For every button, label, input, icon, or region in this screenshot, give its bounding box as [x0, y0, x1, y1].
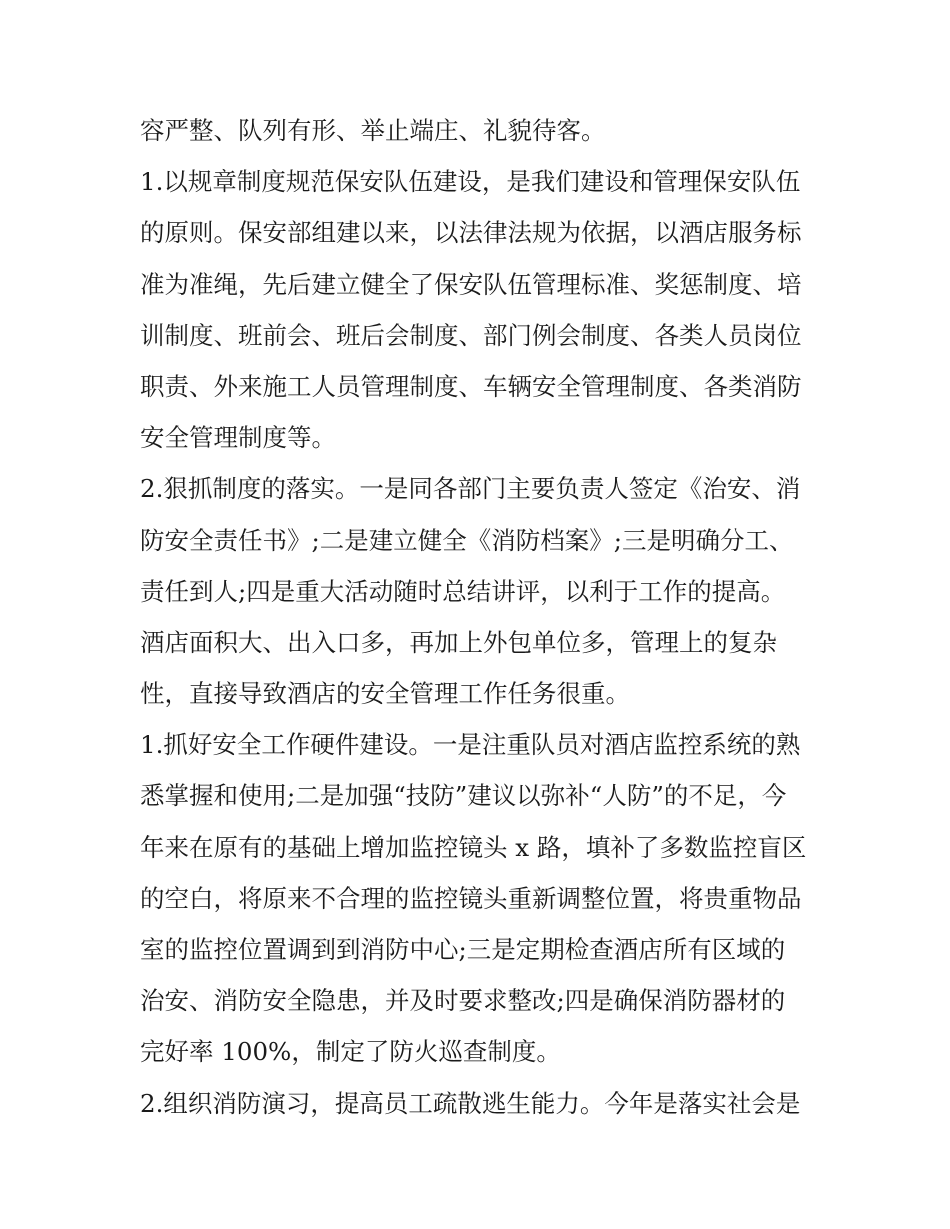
- text-line: 责任到人;四是重大活动随时总结讲评，以利于工作的提高。: [140, 576, 786, 606]
- text-line: 完好率 100%，制定了防火巡查制度。: [140, 1037, 561, 1067]
- text-line: 年来在原有的基础上增加监控镜头 x 路，填补了多数监控盲区: [140, 832, 807, 862]
- text-line: 1.以规章制度规范保安队伍建设，是我们建设和管理保安队伍: [140, 167, 801, 197]
- text-line: 的原则。保安部组建以来，以法律法规为依据，以酒店服务标: [140, 218, 802, 248]
- text-line: 训制度、班前会、班后会制度、部门例会制度、各类人员岗位: [140, 320, 802, 350]
- text-line: 室的监控位置调到到消防中心;三是定期检查酒店所有区域的: [140, 935, 786, 964]
- body-text: [140, 105, 820, 1129]
- text-line: 1.抓好安全工作硬件建设。一是注重队员对酒店监控系统的熟: [140, 730, 801, 760]
- text-line: 职责、外来施工人员管理制度、车辆安全管理制度、各类消防: [140, 371, 802, 401]
- text-line: 容严整、队列有形、举止端庄、礼貌待客。: [140, 116, 606, 145]
- text-line: 防安全责任书》;二是建立健全《消防档案》;三是明确分工、: [140, 525, 794, 555]
- text-line: 准为准绳，先后建立健全了保安队伍管理标准、奖惩制度、培: [140, 269, 802, 299]
- text-line: 2.组织消防演习，提高员工疏散逃生能力。今年是落实社会是: [140, 1088, 801, 1118]
- text-line: 酒店面积大、出入口多，再加上外包单位多，管理上的复杂: [140, 627, 777, 657]
- text-line: 性，直接导致酒店的安全管理工作任务很重。: [140, 679, 630, 709]
- text-line: 治安、消防安全隐患，并及时要求整改;四是确保消防器材的: [140, 986, 786, 1016]
- text-line: 安全管理制度等。: [140, 423, 336, 453]
- text-line: 的空白，将原来不合理的监控镜头重新调整位置，将贵重物品: [140, 883, 802, 913]
- text-line: 2.狠抓制度的落实。一是同各部门主要负责人签定《治安、消: [140, 474, 801, 504]
- text-line: 悉掌握和使用;二是加强“技防”建议以弥补“人防”的不足，今: [140, 781, 787, 811]
